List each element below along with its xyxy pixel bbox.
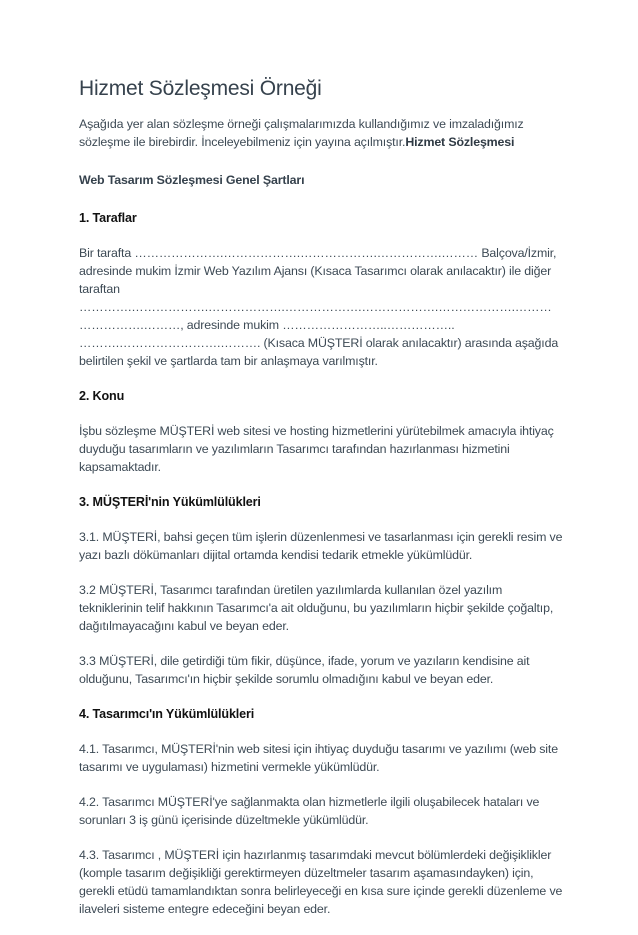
section-paragraph: 4.1. Tasarımcı, MÜŞTERİ'nin web sitesi için ihtiyaç duyduğu tasarımı ve yazılımı (web site tasarımı ve uygulaması) hizmetini vermekle yükümlüdür. bbox=[79, 742, 558, 774]
section-1 bbox=[79, 209, 565, 370]
section-paragraph: İşbu sözleşme MÜŞTERİ web sitesi ve hosting hizmetlerini yürütebilmek amacıyla ihtiyaç duyduğu tasarımların ve yazılımların Tasarımcı tarafından hazırlanması hizmetini kapsamaktadır. bbox=[79, 424, 554, 474]
section-heading: 4. Tasarımcı'ın Yükümlülükleri bbox=[79, 707, 255, 721]
document-title: Hizmet Sözleşmesi Örneği bbox=[79, 77, 322, 100]
intro-text: Aşağıda yer alan sözleşme örneği çalışmalarımızda kullandığımız ve imzaladığımız sözleşme ile birebirdir. İnceleyebilmeniz için yayına açılmıştır. bbox=[79, 117, 524, 149]
document-page bbox=[79, 76, 565, 935]
section-paragraph: Bir tarafta ………………….……………….……………….…………….……… Balçova/İzmir, adresinde mukim İzmir Web Yazılım Ajansı (Kısaca Tasarımcı olarak anılacaktır) ile diğer taraftan ………….……………….……………….……………….……………….……………….……… …………….………, adresinde mukim ……………………..…………….. ……….…………………….………. (Kısaca MÜŞTERİ olarak anılacaktır) arasında aşağıda belirtilen şekil ve şartlarda tam bir anlaşmaya varılmıştır. bbox=[79, 246, 559, 368]
section-paragraph: 4.2. Tasarımcı MÜŞTERİ'ye sağlanmakta olan hizmetlerle ilgili oluşabilecek hataları ve sorunları 3 iş günü içerisinde düzeltmekle yükümlüdür. bbox=[79, 795, 540, 827]
document-subtitle: Web Tasarım Sözleşmesi Genel Şartları bbox=[79, 173, 305, 187]
section-heading: 3. MÜŞTERİ'nin Yükümlülükleri bbox=[79, 495, 261, 509]
intro-paragraph bbox=[79, 115, 565, 151]
section-paragraph: 4.3. Tasarımcı , MÜŞTERİ için hazırlanmış tasarımdaki mevcut bölümlerdeki değişiklikler (komple tasarım değişikliği gerektirmeyen düzeltmeler tasarım aşamasındayken) için, gerekli etüdü tamamlandıktan sonra belirleyeceği en kısa sure içinde gerekli düzenleme ve ilaveleri sisteme entegre edeceğini beyan eder. bbox=[79, 848, 563, 916]
section-3 bbox=[79, 493, 565, 688]
section-heading: 1. Taraflar bbox=[79, 211, 137, 225]
section-heading: 2. Konu bbox=[79, 389, 125, 403]
section-paragraph: 3.1. MÜŞTERİ, bahsi geçen tüm işlerin düzenlenmesi ve tasarlanması için gerekli resim ve yazı bazlı dökümanları dijital ortamda kendisi tedarik etmekle yükümlüdür. bbox=[79, 530, 563, 562]
section-2 bbox=[79, 387, 565, 476]
intro-bold-text: Hizmet Sözleşmesi bbox=[405, 135, 515, 149]
section-paragraph: 3.3 MÜŞTERİ, dile getirdiği tüm fikir, düşünce, ifade, yorum ve yazıların kendisine ait olduğunu, Tasarımcı'ın hiçbir şekilde sorumlu olmadığını kabul ve beyan eder. bbox=[79, 654, 530, 686]
section-4 bbox=[79, 705, 565, 918]
section-paragraph: 3.2 MÜŞTERİ, Tasarımcı tarafından üretilen yazılımlarda kullanılan özel yazılım tekniklerinin telif hakkının Tasarımcı'a ait olduğunu, bu yazılımların hiçbir şekilde çoğaltıp, dağıtılmayacağını kabul ve beyan eder. bbox=[79, 583, 554, 633]
